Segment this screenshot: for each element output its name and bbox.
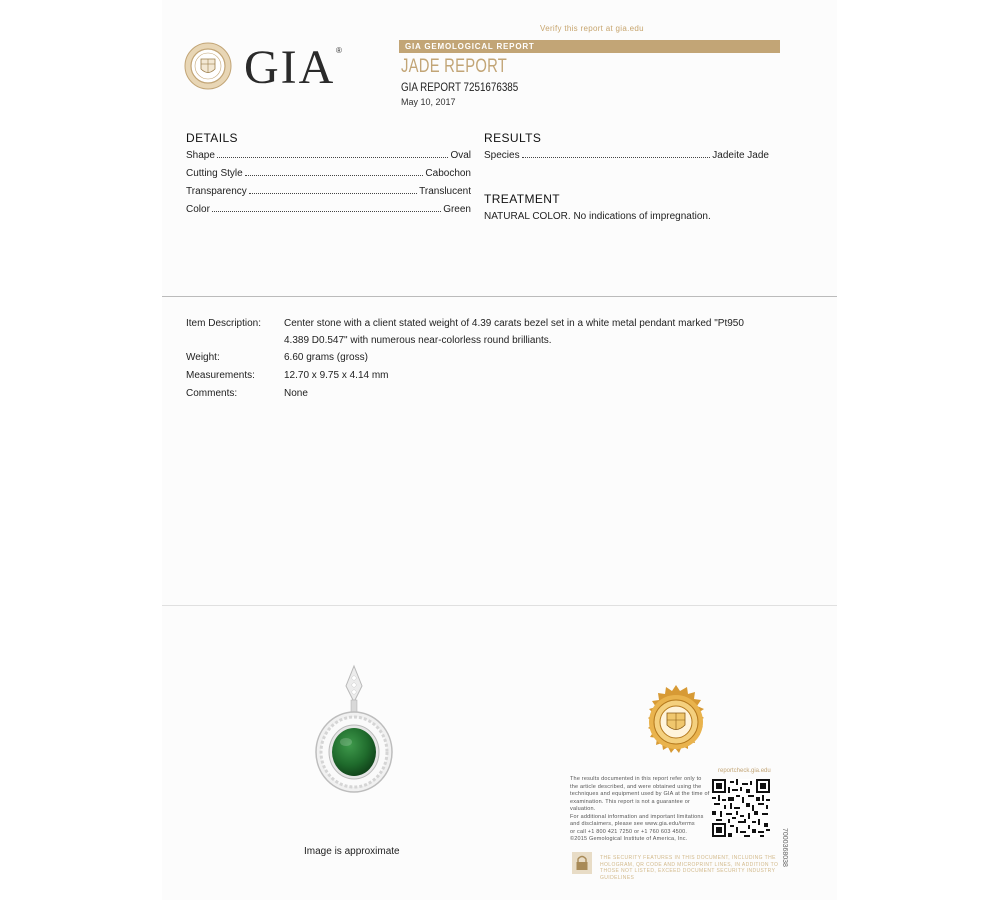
- gia-seal-logo: [184, 42, 232, 90]
- disclaimer-line: techniques and equipment used by GIA at the time of: [570, 791, 710, 797]
- details-row-cutting-style: [186, 168, 471, 186]
- shape-value: Oval: [450, 150, 471, 161]
- comments-label: Comments:: [186, 388, 238, 399]
- details-row-color: [186, 204, 471, 222]
- gia-logo: GIA: [244, 41, 336, 94]
- leader-dots: [249, 192, 417, 194]
- reportcheck-link[interactable]: reportcheck.gia.edu: [718, 768, 771, 774]
- item-description-line-2: 4.389 D0.547" with numerous near-colorless round brilliants.: [284, 335, 552, 346]
- measurements-label: Measurements:: [186, 370, 255, 381]
- shape-label: Shape: [186, 150, 215, 161]
- security-lock-icon: [572, 852, 592, 874]
- verify-link[interactable]: Verify this report at gia.edu: [540, 24, 644, 33]
- leader-dots: [522, 156, 711, 158]
- leader-dots: [245, 174, 424, 176]
- item-description-value: [284, 315, 794, 349]
- report-band: [399, 40, 780, 53]
- details-row-transparency: [186, 186, 471, 204]
- weight-value: 6.60 grams (gross): [284, 352, 368, 363]
- details-row-shape: [186, 150, 471, 168]
- results-row-species: [484, 150, 769, 168]
- treatment-heading: TREATMENT: [484, 192, 561, 206]
- pendant-image: [312, 664, 396, 794]
- weight-label: Weight:: [186, 352, 220, 363]
- item-description-line-1: Center stone with a client stated weight of 4.39 carats bezel set in a white metal pendant marked "Pt950: [284, 318, 744, 329]
- item-description-label: Item Description:: [186, 318, 262, 329]
- report-number: GIA REPORT 7251676385: [401, 80, 519, 94]
- leader-dots: [212, 210, 441, 212]
- disclaimer-line: and disclaimers, please see www.gia.edu/terms: [570, 821, 695, 827]
- disclaimer-line: The results documented in this report refer only to: [570, 776, 702, 782]
- color-label: Color: [186, 204, 210, 215]
- details-heading: DETAILS: [186, 131, 238, 145]
- disclaimer-line: ©2015 Gemological Institute of America, Inc.: [570, 836, 688, 842]
- transparency-value: Translucent: [419, 186, 471, 197]
- disclaimer-line: examination. This report is not a guarantee or valuation.: [570, 798, 691, 812]
- results-heading: RESULTS: [484, 131, 542, 145]
- leader-dots: [217, 156, 449, 158]
- cutting-style-label: Cutting Style: [186, 168, 243, 179]
- gold-hologram-seal: [638, 684, 714, 760]
- cutting-style-value: Cabochon: [425, 168, 471, 179]
- security-features-text: THE SECURITY FEATURES IN THIS DOCUMENT, INCLUDING THE HOLOGRAM, QR CODE AND MICROPRINT LINES, IN ADDITION TO THOSE NOT LISTED, EXCEED DOCUMENT SECURITY INDUSTRY GUIDELINES: [600, 855, 779, 881]
- section-divider: [162, 296, 837, 297]
- serial-number: 7000368038: [781, 828, 788, 867]
- section-divider: [162, 605, 837, 606]
- disclaimer-text: [570, 776, 710, 844]
- disclaimer-line: For additional information and important limitations: [570, 813, 704, 820]
- disclaimer-line: the article described, and were obtained using the: [570, 783, 702, 790]
- report-title: JADE REPORT: [401, 56, 508, 77]
- band-label: GIA GEMOLOGICAL REPORT: [405, 42, 535, 51]
- report-date: May 10, 2017: [401, 97, 456, 107]
- treatment-text: NATURAL COLOR. No indications of impregnation.: [484, 211, 711, 222]
- comments-value: None: [284, 388, 308, 399]
- details-list: [186, 150, 471, 222]
- species-label: Species: [484, 150, 520, 161]
- registered-mark: ®: [336, 46, 342, 55]
- transparency-label: Transparency: [186, 186, 247, 197]
- species-value: Jadeite Jade: [712, 150, 769, 161]
- disclaimer-line: or call +1 800 421 7250 or +1 760 603 4500.: [570, 828, 688, 835]
- qr-code[interactable]: [712, 779, 770, 837]
- color-value: Green: [443, 204, 471, 215]
- image-caption: Image is approximate: [304, 846, 400, 857]
- measurements-value: 12.70 x 9.75 x 4.14 mm: [284, 370, 389, 381]
